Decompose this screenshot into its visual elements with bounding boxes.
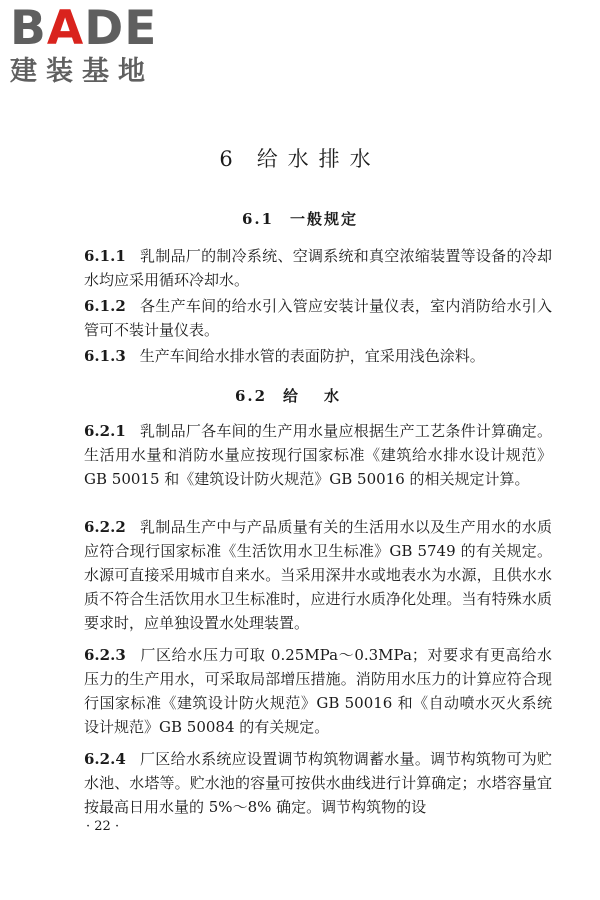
clause-number: 6.1.1: [84, 247, 126, 265]
clause-number: 6.2.2: [84, 518, 126, 536]
logo-tagline: 建装基地: [10, 56, 154, 87]
chapter-name: 给水排水: [256, 147, 381, 171]
section-name: 一般规定: [290, 210, 359, 228]
chapter-number: 6: [219, 147, 243, 171]
clause-text: 乳制品厂各车间的生产用水量应根据生产工艺条件计算确定。生活用水量和消防水量应按现行国家标准《建筑给水排水设计规范》GB 50015 和《建筑设计防火规范》GB 50016 的相关规定计算。: [84, 422, 552, 488]
section-number: 6.2: [234, 387, 268, 405]
chapter-title: [0, 145, 600, 173]
clause-number: 6.1.2: [84, 297, 126, 315]
section-number: 6.1: [241, 210, 275, 228]
section-title-6-2: [0, 385, 600, 407]
clause-6-1-2: [84, 294, 552, 342]
clause-number: 6.1.3: [84, 347, 126, 365]
logo-letter-a-accent: A: [46, 1, 85, 56]
clause-number: 6.2.1: [84, 422, 126, 440]
clause-6-1-3: [84, 344, 552, 368]
bade-logo: [10, 1, 185, 88]
clause-text: 厂区给水系统应设置调节构筑物调蓄水量。调节构筑物可为贮水池、水塔等。贮水池的容量可按供水曲线进行计算确定；水塔容量宜按最高日用水量的 5%～8% 确定。调节构筑物的设: [84, 750, 552, 816]
clause-6-2-2: [84, 515, 552, 635]
logo-letters-de: DE: [84, 1, 158, 56]
logo-wordmark: [10, 1, 185, 56]
clause-text: 乳制品厂的制冷系统、空调系统和真空浓缩装置等设备的冷却水均应采用循环冷却水。: [84, 247, 552, 289]
clause-6-2-1: [84, 419, 552, 491]
clause-6-1-1: [84, 244, 552, 292]
logo-letter-b: B: [10, 1, 47, 56]
section-title-6-1: [0, 208, 600, 230]
page-number: · 22 ·: [86, 819, 120, 834]
clause-number: 6.2.3: [84, 646, 126, 664]
section-name: 给水: [283, 387, 366, 405]
clause-text: 乳制品生产中与产品质量有关的生活用水以及生产用水的水质应符合现行国家标准《生活饮用水卫生标准》GB 5749 的有关规定。水源可直接采用城市自来水。当采用深井水或地表水为水源，且供水水质不符合生活饮用水卫生标准时，应进行水质净化处理。当有特殊水质要求时，应单独设置水处理装置。: [84, 518, 552, 632]
clause-text: 厂区给水压力可取 0.25MPa～0.3MPa；对要求有更高给水压力的生产用水，可采取局部增压措施。消防用水压力的计算应符合现行国家标准《建筑设计防火规范》GB 50016 和《自动喷水灭火系统设计规范》GB 50084 的有关规定。: [84, 646, 552, 736]
clause-number: 6.2.4: [84, 750, 126, 768]
clause-text: 各生产车间的给水引入管应安装计量仪表，室内消防给水引入管可不装计量仪表。: [84, 297, 552, 339]
clause-text: 生产车间给水排水管的表面防护，宜采用浅色涂料。: [139, 347, 485, 365]
clause-6-2-3: [84, 643, 552, 739]
clause-6-2-4: [84, 747, 552, 819]
